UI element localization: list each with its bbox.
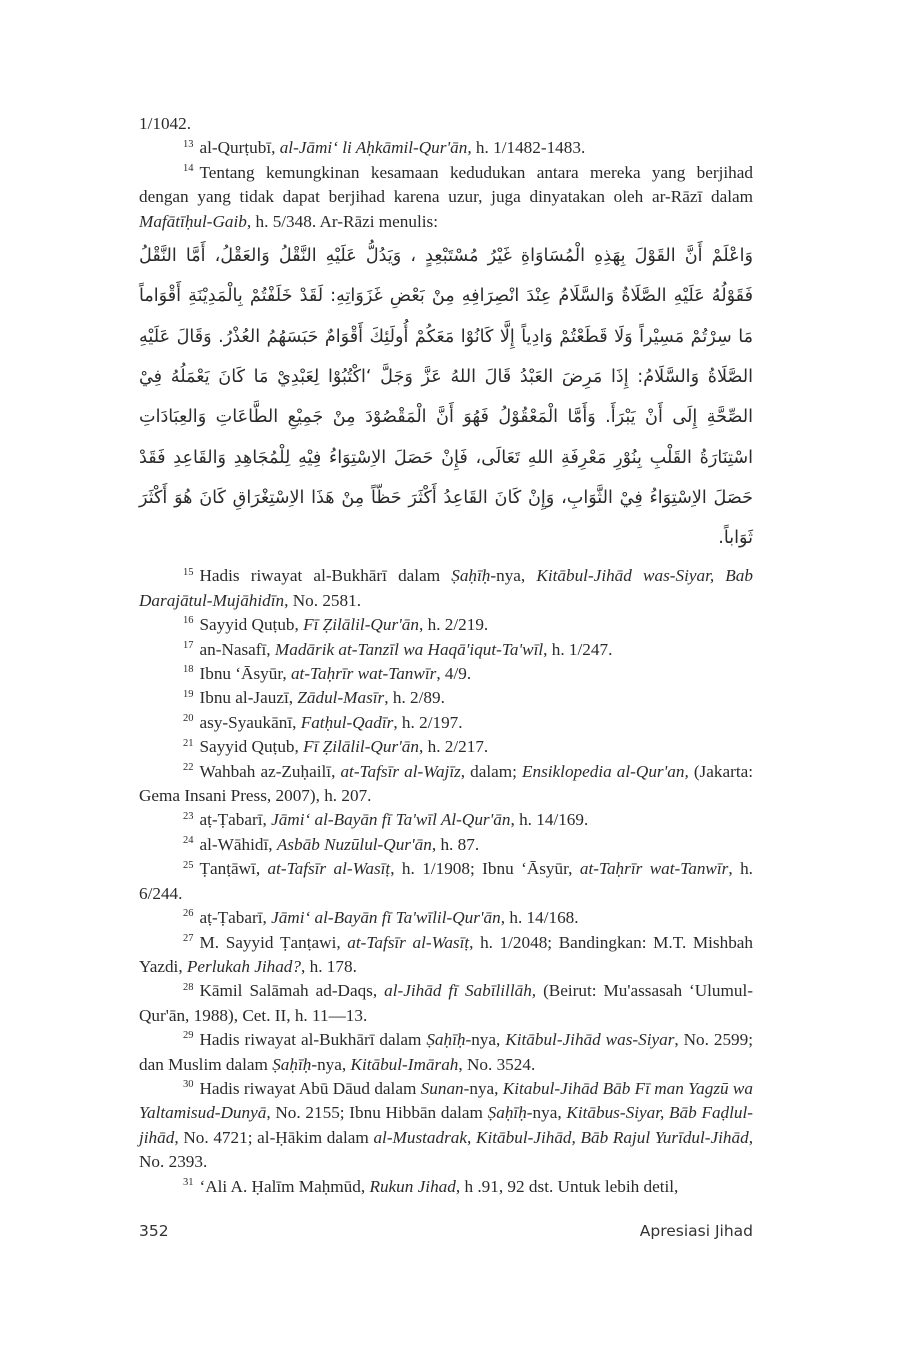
footnote-15: $^{15}$ Hadis riwayat al-Bukhārī dalam Ṣaḥīḥ-nya, Kitābul-Jihād was-Siyar, Bab Darajātul-Mujāhidīn, No. 2581. bbox=[139, 566, 753, 610]
footnote-30: $^{30}$ Hadis riwayat Abū Dāud dalam Sunan-nya, Kitabul-Jihād Bāb Fī man Yagzū wa Yaltamisud-Dunyā, No. 2155; Ibnu Hibbān dalam Ṣaḥīḥ-nya, Kitābus-Siyar, Bāb Faḍlul-jihād, No. 4721; al-Ḥākim dalam al-Mustadrak, Kitābul-Jihād, Bāb Rajul Yurīdul-Jihād, No. 2393. bbox=[139, 1078, 754, 1172]
footnote-12-tail: 1/1042. bbox=[139, 114, 192, 133]
footnote-19: $^{19}$ Ibnu al-Jauzī, Zādul-Masīr, h. 2/89. bbox=[183, 688, 445, 708]
running-title: Apresiasi Jihad bbox=[639, 1222, 753, 1240]
footnote-13: $^{13}$ al-Qurṭubī, al-Jāmi‘ li Aḥkāmil-Qur'ān, h. 1/1482-1483. bbox=[183, 138, 586, 158]
footnote-20: $^{20}$ asy-Syaukānī, Fatḥul-Qadīr, h. 2/197. bbox=[183, 712, 463, 732]
footnotes-area bbox=[139, 112, 753, 1199]
page-number: 352 bbox=[139, 1222, 169, 1240]
footnote-21: $^{21}$ Sayyid Quṭub, Fī Ẓilālil-Qur'ān, h. 2/217. bbox=[183, 737, 489, 757]
footnote-22: $^{22}$ Wahbah az-Zuḥailī, at-Tafsīr al-Wajīz, dalam; Ensiklopedia al-Qur'an, (Jakarta: Gema Insani Press, 2007), h. 207. bbox=[139, 761, 754, 806]
footnote-28: $^{28}$ Kāmil Salāmah ad-Daqs, al-Jihād fī Sabīlillāh, (Beirut: Mu'assasah ‘Ulumul-Qur'ān, 1988), Cet. II, h. 11—13. bbox=[139, 981, 753, 1025]
footnote-31: $^{31}$ ‘Ali A. Ḥalīm Maḥmūd, Rukun Jihad, h .91, 92 dst. Untuk lebih detil, bbox=[183, 1176, 679, 1196]
footnote-14: $^{14}$ Tentang kemungkinan kesamaan kedudukan antara mereka yang berjihad dengan yang tidak dapat berjihad karena uzur, juga dinyatakan oleh ar-Rāzī dalam Mafātīḥul-Gaib, h. 5/348. Ar-Rāzi menulis: bbox=[139, 162, 753, 231]
footnote-24: $^{24}$ al-Wāhidī, Asbāb Nuzūlul-Qur'ān, h. 87. bbox=[183, 834, 480, 854]
footnote-17: $^{17}$ an-Nasafī, Madārik at-Tanzīl wa Haqā'iqut-Ta'wīl, h. 1/247. bbox=[183, 639, 613, 659]
footnote-27: $^{27}$ M. Sayyid Ṭanṭawi, at-Tafsīr al-Wasīṭ, h. 1/2048; Bandingkan: M.T. Mishbah Yazdi, Perlukah Jihad?, h. 178. bbox=[139, 932, 754, 976]
footnote-16: $^{16}$ Sayyid Quṭub, Fī Ẓilālil-Qur'ān, h. 2/219. bbox=[183, 615, 489, 635]
arabic-quotation: وَاعْلَمْ أَنَّ القَوْلَ بِهَذِهِ الْمُسَاوَاةِ غَيْرُ مُسْتَبْعِدٍ ، وَيَدُلُّ عَلَيْهِ النَّقْلُ وَالعَقْلُ، أَمَّا النَّقْلُ فَقَوْلُهُ عَلَيْهِ الصَّلَاةُ وَالسَّلَامُ عِنْدَ انْصِرَافِهِ مِنْ بَعْضِ غَزَوَاتِهِ: لَقَدْ خَلَفْتُمْ بِالْمَدِيْنَةِ أَقْوَاماً مَا سِرْتُمْ مَسِيْراً وَلَا قَطَعْتُمْ وَادِياً إِلَّا كَانُوْا مَعَكُمْ أُولَئِكَ أَقْوَامٌ حَبَسَهُمُ العُذْرُ. وَقَالَ عَلَيْهِ الصَّلَاةُ وَالسَّلَامُ: إِذَا مَرِضَ العَبْدُ قَالَ اللهُ عَزَّ وَجَلَّ ‘اكْتُبُوْا لِعَبْدِيْ مَا كَانَ يَعْمَلُهُ فِيْ الصِّحَّةِ إِلَى أَنْ يَبْرَأَ. وَأَمَّا الْمَعْقُوْلُ فَهُوَ أَنَّ الْمَقْصُوْدَ مِنْ جَمِيْعِ الطَّاعَاتِ وَالعِبَادَاتِ اسْتِنَارَةُ القَلْبِ بِنُوْرِ مَعْرِفَةِ اللهِ تَعَالَى، فَإِنْ حَصَلَ الاِسْتِوَاءُ فِيْهِ لِلْمُجَاهِدِ وَالقَاعِدِ فَقَدْ حَصَلَ الاِسْتِوَاءُ فِيْ الثَّوَابِ، وَإِنْ كَانَ القَاعِدُ أَكْثَرَ حَظّاً مِنْ هَذَا الاِسْتِغْرَاقِ كَانَ هُوَ أَكْثَرَ ثَوَاباً. bbox=[139, 246, 753, 549]
footnote-29: $^{29}$ Hadis riwayat al-Bukhārī dalam Ṣaḥīḥ-nya, Kitābul-Jihād was-Siyar, No. 2599; dan Muslim dalam Ṣaḥīḥ-nya, Kitābul-Imārah, No. 3524. bbox=[139, 1030, 753, 1074]
footnote-25: $^{25}$ Ṭanṭāwī, at-Tafsīr al-Wasīṭ, h. 1/1908; Ibnu ‘Āsyūr, at-Taḥrīr wat-Tanwīr, h. 6/244. bbox=[139, 859, 753, 903]
footnote-23: $^{23}$ aṭ-Ṭabarī, Jāmi‘ al-Bayān fī Ta'wīl Al-Qur'ān, h. 14/169. bbox=[183, 810, 589, 830]
footnote-26: $^{26}$ aṭ-Ṭabarī, Jāmi‘ al-Bayān fī Ta'wīlil-Qur'ān, h. 14/168. bbox=[183, 908, 579, 928]
footnote-18: $^{18}$ Ibnu ‘Āsyūr, at-Taḥrīr wat-Tanwīr, 4/9. bbox=[183, 664, 472, 684]
